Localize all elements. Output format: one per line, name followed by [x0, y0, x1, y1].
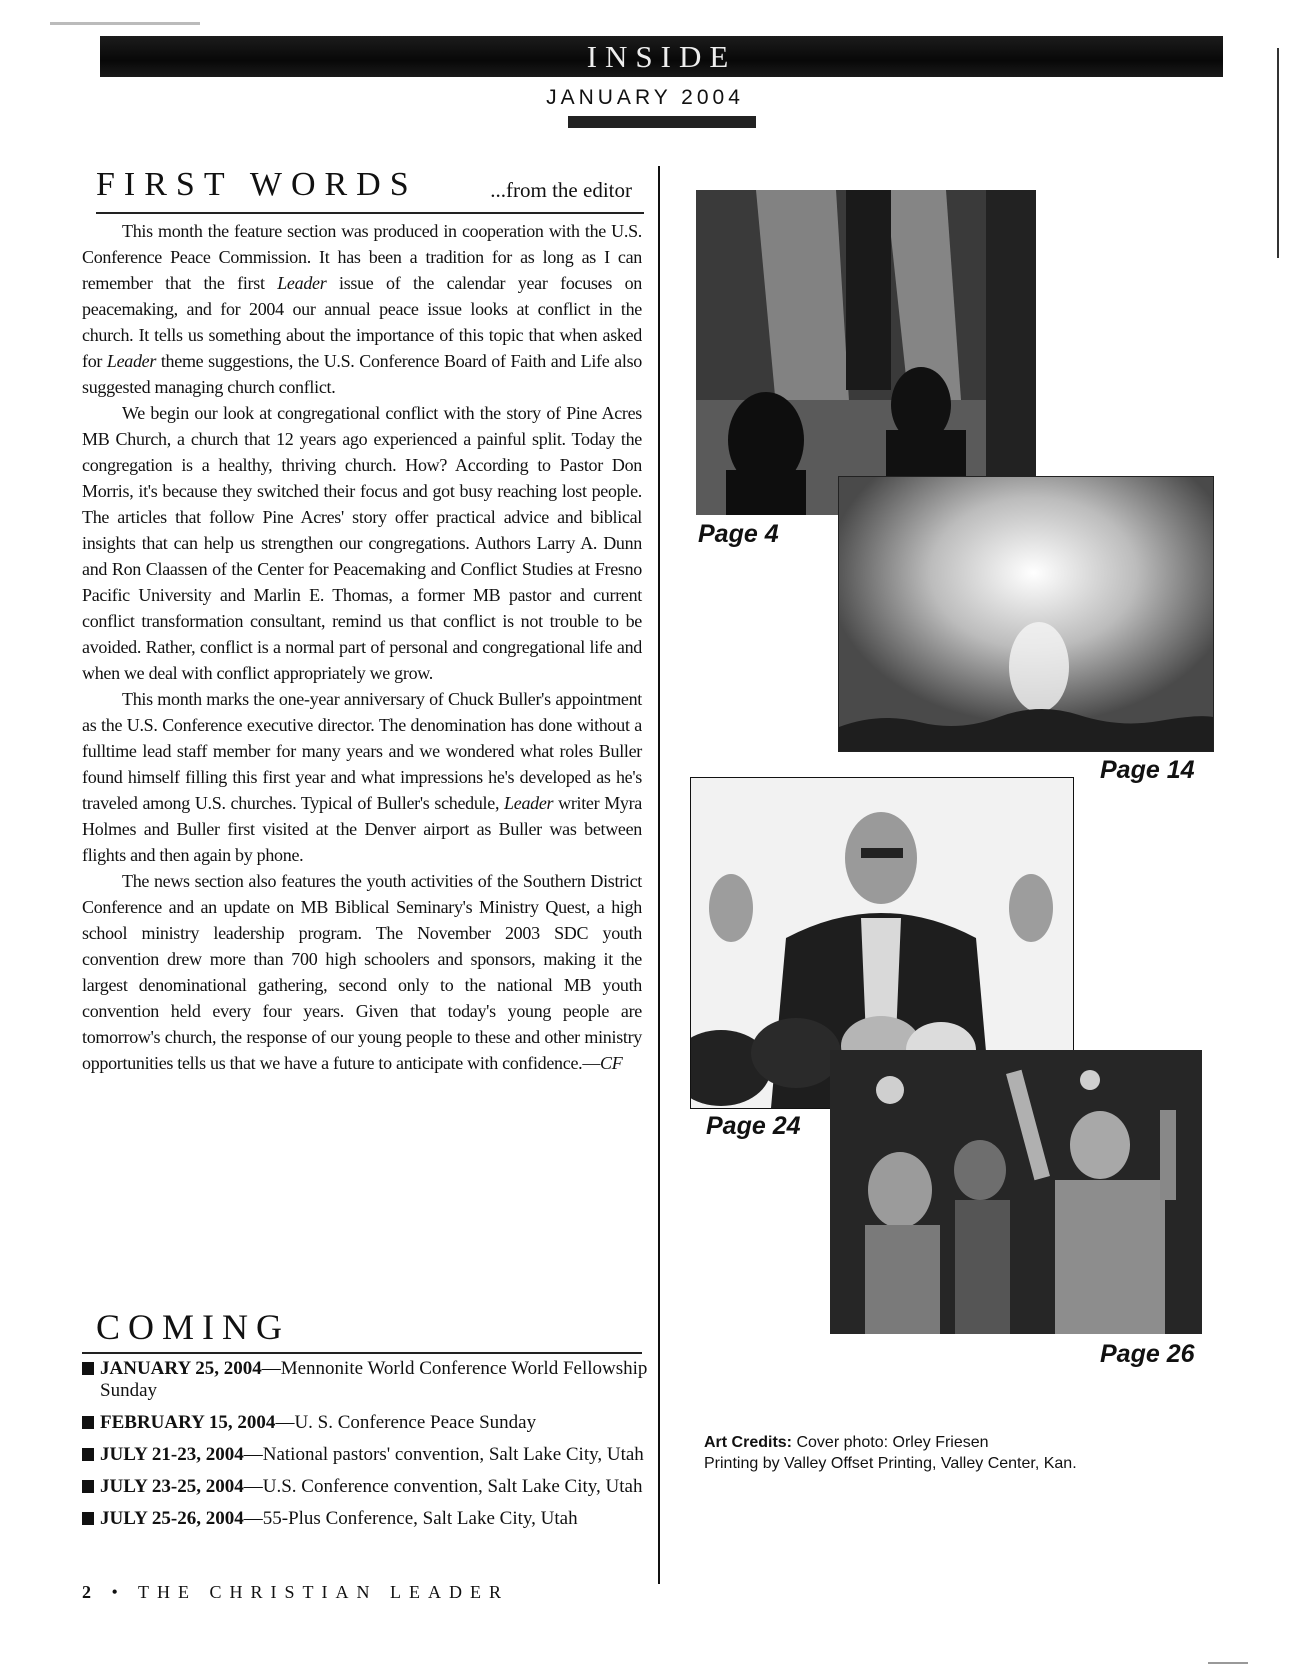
photo-page-14-storm-clouds	[838, 476, 1214, 752]
coming-title: COMING	[96, 1307, 291, 1347]
square-bullet-icon	[82, 1480, 94, 1493]
first-words-heading	[96, 166, 644, 210]
photo-label-page-26: Page 26	[1100, 1340, 1195, 1368]
square-bullet-icon	[82, 1512, 94, 1525]
inside-banner: INSIDE	[100, 36, 1223, 77]
editor-paragraph: This month marks the one-year anniversary of Chuck Buller's appointment as the U.S. Conference executive director. The denomination has done without a fulltime lead staff member for many years and we wondered what roles Buller found himself filling this first year and what impressions he's developed as he's traveled among U.S. churches. Typical of Buller's schedule, Leader writer Myra Holmes and Buller first visited at the Denver airport as Buller was between flights and then again by phone.	[82, 689, 642, 865]
photo-page-26-youth-crowd	[830, 1050, 1202, 1334]
top-edge-line	[50, 22, 200, 25]
printing-credit-line: Printing by Valley Offset Printing, Valley Center, Kan.	[704, 1455, 1077, 1472]
publication-name: THE CHRISTIAN LEADER	[138, 1582, 509, 1602]
coming-rule	[82, 1352, 642, 1354]
first-words-subtitle: ...from the editor	[490, 178, 632, 202]
editor-letter	[82, 218, 642, 1076]
photo-label-page-4: Page 4	[698, 520, 779, 548]
square-bullet-icon	[82, 1448, 94, 1461]
event-item: JULY 21-23, 2004—National pastors' convention, Salt Lake City, Utah	[82, 1444, 652, 1466]
event-item: JULY 23-25, 2004—U.S. Conference convention, Salt Lake City, Utah	[82, 1476, 652, 1498]
photo-label-page-14: Page 14	[1100, 756, 1195, 784]
page-footer	[82, 1582, 509, 1603]
square-bullet-icon	[82, 1416, 94, 1429]
photo-label-page-24: Page 24	[706, 1112, 801, 1140]
footer-separator: •	[111, 1582, 126, 1602]
first-words-title: FIRST WORDS	[96, 166, 418, 203]
issue-date: JANUARY 2004	[546, 86, 744, 109]
editor-paragraph: This month the feature section was produced in cooperation with the U.S. Conference Peace Commission. It has been a tradition for as long as I can remember that the first Leader issue of the calendar year focuses on peacemaking, and for 2004 our annual peace issue looks at conflict in the church. It tells us something about the importance of this topic that when asked for Leader theme suggestions, the U.S. Conference Board of Faith and Life also suggested managing church conflict.	[82, 221, 642, 397]
right-edge-rule	[1277, 48, 1279, 258]
first-words-rule	[96, 212, 644, 214]
art-credits	[704, 1432, 1077, 1474]
editor-paragraph: We begin our look at congregational conflict with the story of Pine Acres MB Church, a church that 12 years ago experienced a painful split. Today the congregation is a healthy, thriving church. How? According to Pastor Don Morris, it's because they switched their focus and got busy reaching lost people. The articles that follow Pine Acres' story offer practical advice and biblical insights that can help us strengthen our congregations. Authors Larry A. Dunn and Ron Claassen of the Center for Peacemaking and Conflict Studies at Fresno Pacific University and Marlin E. Thomas, a former MB pastor and current conflict transformation consultant, remind us that conflict is not trouble to be avoided. Rather, conflict is a normal part of personal and congregational life and when we deal with conflict appropriately we grow.	[82, 403, 642, 683]
page-number: 2	[82, 1582, 93, 1602]
event-item: FEBRUARY 15, 2004—U. S. Conference Peace Sunday	[82, 1412, 652, 1434]
editor-paragraph: The news section also features the youth activities of the Southern District Conference and an update on MB Biblical Seminary's Ministry Quest, a high school ministry leadership program. The November 2003 SDC youth convention drew more than 700 high schoolers and sponsors, making it the largest denominational gathering, second only to the national MB youth convention held every four years. Given that today's young people are tomorrow's church, the response of our young people to these and other ministry opportunities tells us that we have a future to anticipate with confidence.—CF	[82, 871, 642, 1073]
square-bullet-icon	[82, 1362, 94, 1375]
date-underline-bar	[568, 116, 756, 128]
cover-credit-line: Art Credits: Cover photo: Orley Friesen	[704, 1434, 989, 1451]
corner-mark	[1208, 1662, 1248, 1664]
photo-page-4-church-interior	[696, 190, 1036, 515]
column-divider	[658, 166, 660, 1584]
coming-events-list	[82, 1358, 652, 1540]
event-item: JANUARY 25, 2004—Mennonite World Conference World Fellowship Sunday	[82, 1358, 652, 1402]
event-item: JULY 25-26, 2004—55-Plus Conference, Salt Lake City, Utah	[82, 1508, 652, 1530]
